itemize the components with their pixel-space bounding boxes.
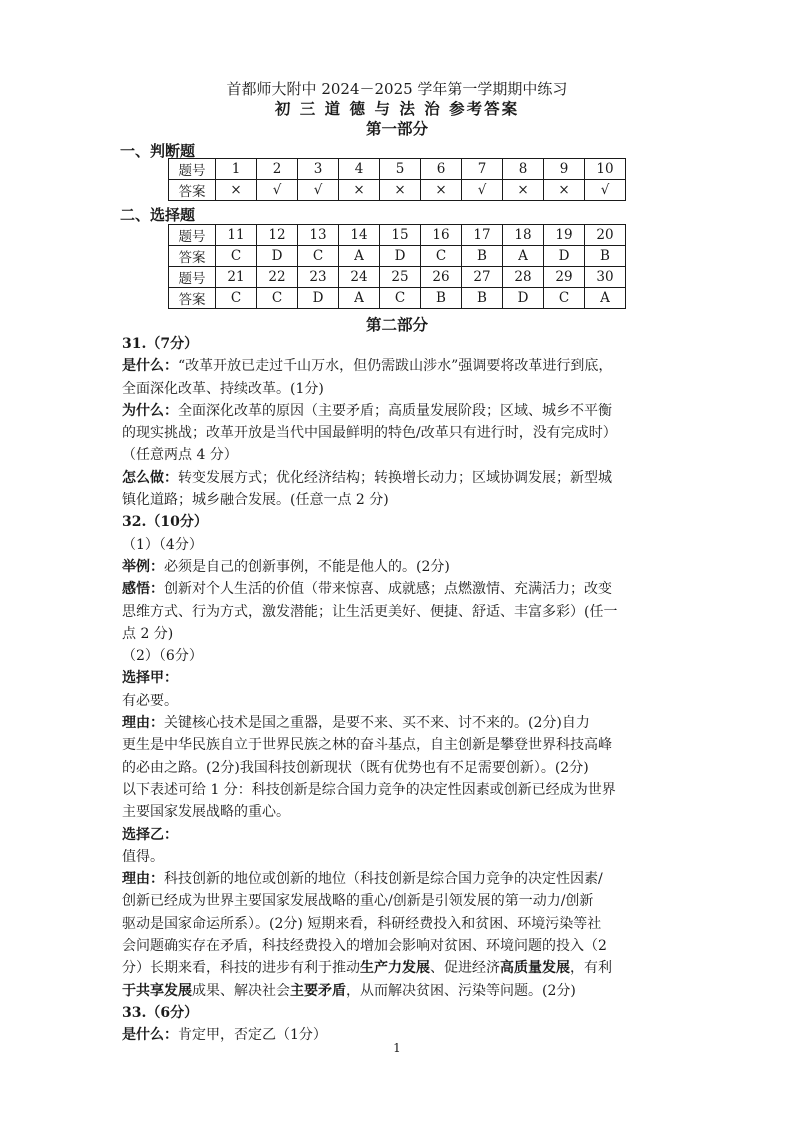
text-run: （2）（6分） xyxy=(122,648,203,665)
part-one-heading: 第一部分 xyxy=(365,119,428,138)
row-label: 答案 xyxy=(169,288,216,309)
text-line xyxy=(122,489,684,511)
question-number: 23 xyxy=(298,267,339,288)
question-number: 16 xyxy=(421,225,462,246)
text-run: 更生是中华民族自立于世界民族之林的奋斗基点，自主创新是攀登世界科技高峰 xyxy=(122,737,612,754)
text-run: （任意两点 4 分） xyxy=(122,447,238,464)
text-run: 的必由之路。(2分)我国科技创新现状（既有优势也有不足需要创新）。(2分) xyxy=(122,759,589,776)
text-run: 以下表述可给 1 分：科技创新是综合国力竞争的决定性因素或创新已经成为世界 xyxy=(122,781,616,798)
table-row xyxy=(169,225,626,246)
answer-cell: C xyxy=(380,288,421,309)
text-run: 值得。 xyxy=(122,848,164,865)
answer-cell: A xyxy=(585,288,626,309)
text-line xyxy=(122,690,684,712)
text-run: 分）长期来看，科技的进步有利于推动 xyxy=(122,960,360,977)
bold-text-run: 感悟： xyxy=(122,581,164,598)
bold-text-run: 主要矛盾 xyxy=(290,982,346,999)
question-number: 3 xyxy=(298,159,339,180)
text-line xyxy=(122,355,684,377)
question-number: 27 xyxy=(462,267,503,288)
section-judgement-title: 一、判断题 xyxy=(120,142,196,160)
text-run: （1）（4分） xyxy=(122,536,203,553)
answer-cell: C xyxy=(544,288,585,309)
answer-cell: A xyxy=(339,246,380,267)
text-run: 成果、解决社会 xyxy=(192,982,290,999)
answer-cell: × xyxy=(503,180,544,201)
text-line xyxy=(122,779,684,801)
question-number: 19 xyxy=(544,225,585,246)
text-line xyxy=(122,511,684,533)
answer-cell: D xyxy=(503,288,544,309)
bold-text-run: 为什么： xyxy=(122,402,178,419)
answer-cell: C xyxy=(216,288,257,309)
text-run: 全面深化改革、持续改革。(1分) xyxy=(122,380,324,397)
text-run: 、促进经济 xyxy=(430,960,500,977)
answer-cell: B xyxy=(421,288,462,309)
text-line xyxy=(122,712,684,734)
text-line xyxy=(122,935,684,957)
bold-text-run: 理由： xyxy=(122,871,164,888)
text-run: 肯定甲，否定乙（1分） xyxy=(178,1027,327,1044)
text-run: ，有利 xyxy=(570,960,612,977)
question-number: 15 xyxy=(380,225,421,246)
answer-cell: × xyxy=(544,180,585,201)
text-run: 必须是自己的创新事例，不能是他人的。(2分) xyxy=(164,558,450,575)
text-run: 全面深化改革的原因（主要矛盾；高质量发展阶段；区域、城乡不平衡 xyxy=(178,402,612,419)
bold-text-run: 32.（10分） xyxy=(122,514,208,531)
text-line xyxy=(122,1002,684,1024)
row-label: 题号 xyxy=(169,159,216,180)
bold-text-run: 是什么： xyxy=(122,358,178,375)
answer-cell: D xyxy=(257,246,298,267)
table-row xyxy=(169,246,626,267)
text-run: 有必要。 xyxy=(122,692,178,709)
bold-text-run: 选择甲： xyxy=(122,670,178,687)
question-number: 4 xyxy=(339,159,380,180)
bold-text-run: 生产力发展 xyxy=(360,960,430,977)
text-line xyxy=(122,645,684,667)
text-line xyxy=(122,333,684,355)
text-run: 的现实挑战；改革开放是当代中国最鲜明的特色/改革只有进行时，没有完成时） xyxy=(122,425,617,442)
text-line xyxy=(122,601,684,623)
table-row xyxy=(169,288,626,309)
answer-cell: × xyxy=(339,180,380,201)
text-line xyxy=(122,667,684,689)
question-number: 6 xyxy=(421,159,462,180)
text-run: 创新对个人生活的价值（带来惊喜、成就感；点燃激情、充满活力；改变 xyxy=(164,581,612,598)
row-label: 答案 xyxy=(169,180,216,201)
question-number: 9 xyxy=(544,159,585,180)
bold-text-run: 选择乙： xyxy=(122,826,178,843)
text-run: 思维方式、行为方式，激发潜能；让生活更美好、便捷、舒适、丰富多彩）(任一 xyxy=(122,603,618,620)
question-number: 20 xyxy=(585,225,626,246)
answer-body xyxy=(122,333,684,1047)
row-label: 答案 xyxy=(169,246,216,267)
table-row xyxy=(169,267,626,288)
section-choice-title: 二、选择题 xyxy=(120,206,196,224)
answer-cell: C xyxy=(298,246,339,267)
answer-cell: × xyxy=(380,180,421,201)
text-line xyxy=(122,890,684,912)
page-number: 1 xyxy=(393,1041,401,1055)
text-line xyxy=(122,556,684,578)
text-line xyxy=(122,980,684,1002)
question-number: 25 xyxy=(380,267,421,288)
text-line xyxy=(122,957,684,979)
answer-cell: A xyxy=(339,288,380,309)
text-line xyxy=(122,868,684,890)
text-run: “改革开放已走过千山万水，但仍需跋山涉水”强调要将改革进行到底， xyxy=(178,358,613,375)
text-line xyxy=(122,734,684,756)
text-line xyxy=(122,623,684,645)
question-number: 26 xyxy=(421,267,462,288)
answer-cell: √ xyxy=(298,180,339,201)
bold-text-run: 31.（7分） xyxy=(122,336,199,352)
question-number: 22 xyxy=(257,267,298,288)
question-number: 11 xyxy=(216,225,257,246)
question-number: 1 xyxy=(216,159,257,180)
answer-cell: D xyxy=(298,288,339,309)
text-line xyxy=(122,422,684,444)
question-number: 28 xyxy=(503,267,544,288)
answer-cell: C xyxy=(421,246,462,267)
question-number: 13 xyxy=(298,225,339,246)
table-row xyxy=(169,159,626,180)
text-line xyxy=(122,801,684,823)
text-line xyxy=(122,578,684,600)
question-number: 8 xyxy=(503,159,544,180)
part-two-heading: 第二部分 xyxy=(365,315,428,334)
text-line xyxy=(122,444,684,466)
answer-cell: B xyxy=(585,246,626,267)
question-number: 12 xyxy=(257,225,298,246)
text-run: 镇化道路；城乡融合发展。(任意一点 2 分) xyxy=(122,492,389,509)
text-run: 关键核心技术是国之重器，是要不来、买不来、讨不来的。(2分)自力 xyxy=(164,715,590,732)
exam-title: 首都师大附中 2024－2025 学年第一学期期中练习 xyxy=(226,80,568,98)
bold-text-run: 高质量发展 xyxy=(500,960,570,977)
answer-cell: × xyxy=(216,180,257,201)
answer-cell: C xyxy=(216,246,257,267)
bold-text-run: 举例： xyxy=(122,558,164,575)
question-number: 14 xyxy=(339,225,380,246)
question-number: 29 xyxy=(544,267,585,288)
question-number: 24 xyxy=(339,267,380,288)
question-number: 10 xyxy=(585,159,626,180)
subject-title: 初 三 道 德 与 法 治 参考答案 xyxy=(274,99,520,118)
bold-text-run: 理由： xyxy=(122,715,164,732)
answer-cell: B xyxy=(462,288,503,309)
text-run: 主要国家发展战略的重心。 xyxy=(122,804,290,821)
answer-cell: √ xyxy=(257,180,298,201)
answer-cell: × xyxy=(421,180,462,201)
question-number: 2 xyxy=(257,159,298,180)
question-number: 5 xyxy=(380,159,421,180)
judgement-answer-table xyxy=(168,158,626,201)
answer-cell: B xyxy=(462,246,503,267)
text-run: 驱动是国家命运所系）。(2分) 短期来看，科研经费投入和贫困、环境污染等社 xyxy=(122,915,602,932)
text-run: 科技创新的地位或创新的地位（科技创新是综合国力竞争的决定性因素/ xyxy=(164,871,603,888)
text-line xyxy=(122,400,684,422)
question-number: 17 xyxy=(462,225,503,246)
text-run: 点 2 分) xyxy=(122,625,174,642)
answer-cell: D xyxy=(544,246,585,267)
question-number: 7 xyxy=(462,159,503,180)
text-run: 会问题确实存在矛盾，科技经费投入的增加会影响对贫困、环境问题的投入（2 xyxy=(122,938,607,955)
answer-cell: A xyxy=(503,246,544,267)
question-number: 30 xyxy=(585,267,626,288)
bold-text-run: 怎么做： xyxy=(122,469,178,486)
text-line xyxy=(122,824,684,846)
table-row xyxy=(169,180,626,201)
bold-text-run: 33.（6分） xyxy=(122,1004,199,1021)
text-run: 转变发展方式；优化经济结构；转换增长动力；区域协调发展；新型城 xyxy=(178,469,612,486)
answer-cell: √ xyxy=(462,180,503,201)
text-run: 创新已经成为世界主要国家发展战略的重心/创新是引领发展的第一动力/创新 xyxy=(122,893,594,910)
bold-text-run: 是什么： xyxy=(122,1027,178,1044)
text-line xyxy=(122,467,684,489)
question-number: 18 xyxy=(503,225,544,246)
question-number: 21 xyxy=(216,267,257,288)
text-line xyxy=(122,378,684,400)
text-line xyxy=(122,913,684,935)
text-line xyxy=(122,846,684,868)
answer-cell: C xyxy=(257,288,298,309)
choice-answer-table xyxy=(168,224,626,309)
answer-cell: D xyxy=(380,246,421,267)
text-line xyxy=(122,757,684,779)
text-line xyxy=(122,534,684,556)
bold-text-run: 于共享发展 xyxy=(122,982,192,999)
answer-cell: √ xyxy=(585,180,626,201)
row-label: 题号 xyxy=(169,225,216,246)
row-label: 题号 xyxy=(169,267,216,288)
text-run: ，从而解决贫困、污染等问题。(2分) xyxy=(346,982,576,999)
